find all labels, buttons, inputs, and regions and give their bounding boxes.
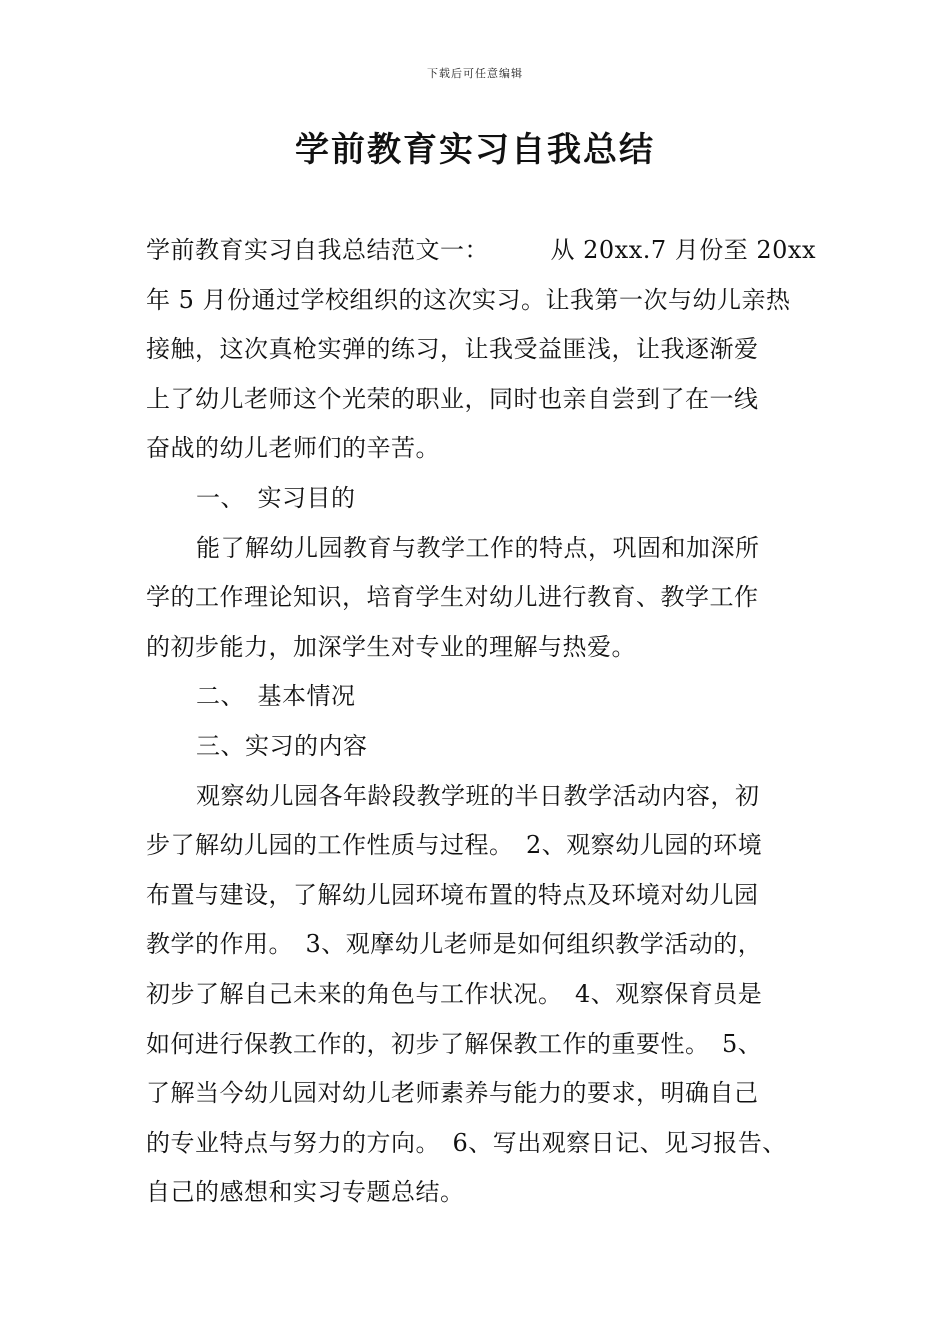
paragraph-line: 观察幼儿园各年龄段教学班的半日教学活动内容，初 <box>196 781 760 810</box>
paragraph-line: 学前教育实习自我总结范文一： 从 20xx.7 月份至 20xx <box>146 236 817 264</box>
document-title: 学前教育实习自我总结 <box>295 130 655 170</box>
paragraph-line: 能了解幼儿园教育与教学工作的特点，巩固和加深所 <box>196 533 760 562</box>
section-heading: 一、 实习目的 <box>196 483 356 512</box>
paragraph-line: 布置与建设，了解幼儿园环境布置的特点及环境对幼儿园 <box>146 880 759 909</box>
paragraph-line: 自己的感想和实习专题总结。 <box>146 1178 465 1207</box>
section-heading: 二、 基本情况 <box>196 682 356 711</box>
paragraph-line: 的专业特点与努力的方向。 6、写出观察日记、见习报告、 <box>146 1128 787 1157</box>
paragraph-line: 接触，这次真枪实弹的练习，让我受益匪浅，让我逐渐爱 <box>146 335 759 364</box>
paragraph-line: 年 5 月份通过学校组织的这次实习。让我第一次与幼儿亲热 <box>146 285 791 314</box>
paragraph-line: 奋战的幼儿老师们的辛苦。 <box>146 434 440 463</box>
paragraph-line: 教学的作用。 3、观摩幼儿老师是如何组织教学活动的， <box>146 930 763 959</box>
document-body <box>146 226 817 1218</box>
header-note: 下载后可任意编辑 <box>427 67 523 80</box>
paragraph-line: 上了幼儿老师这个光荣的职业，同时也亲自尝到了在一线 <box>146 384 759 413</box>
paragraph-line: 的初步能力，加深学生对专业的理解与热爱。 <box>146 632 636 661</box>
paragraph-line: 初步了解自己未来的角色与工作状况。 4、观察保育员是 <box>146 979 763 1008</box>
paragraph-line: 步了解幼儿园的工作性质与过程。 2、观察幼儿园的环境 <box>146 831 763 860</box>
paragraph-line: 学的工作理论知识，培育学生对幼儿进行教育、教学工作 <box>146 583 759 612</box>
section-heading: 三、实习的内容 <box>196 731 368 760</box>
paragraph-line: 如何进行保教工作的，初步了解保教工作的重要性。 5、 <box>146 1029 763 1058</box>
paragraph-line: 了解当今幼儿园对幼儿老师素养与能力的要求，明确自己 <box>146 1079 759 1108</box>
